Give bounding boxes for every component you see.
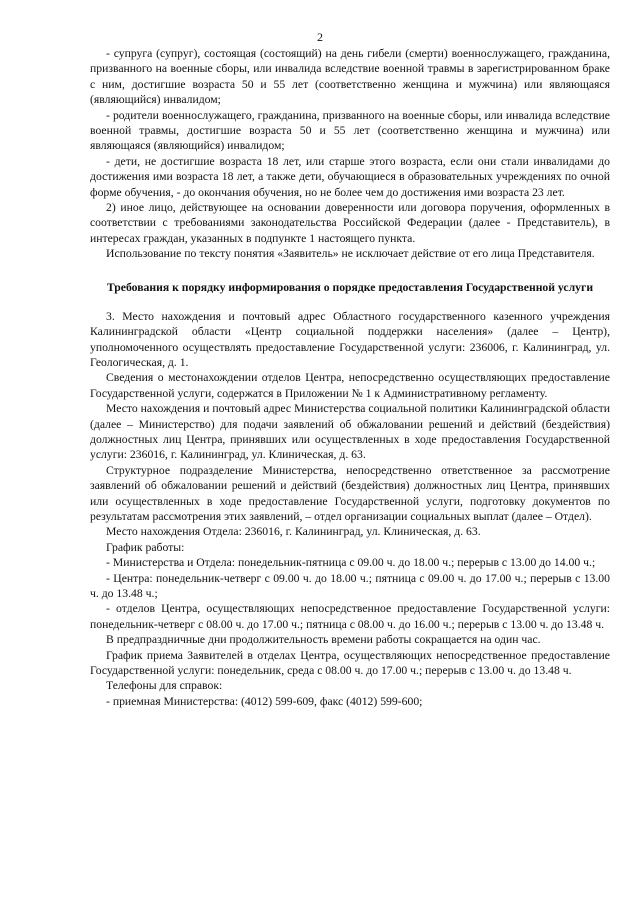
paragraph-representative: 2) иное лицо, действующее на основании доверенности или договора поручения, оформленных в соответствии с требованиями законодательства Российской Федерации (далее - Представитель), в интересах граждан, указанных в подпункте 1 настоящего пункта. bbox=[90, 201, 610, 245]
paragraph-children: - дети, не достигшие возраста 18 лет, или старше этого возраста, если они стали инвалидами до достижения ими возраста 18 лет, а также дети, обучающиеся в образовательных учреждениях по очной форме обучения, - до окончания обучения, но не более чем до достижения ими возраста 23 лет. bbox=[90, 154, 610, 199]
paragraph-phones-title: Телефоны для справок: bbox=[106, 679, 223, 693]
section-heading: Требования к порядку информирования о порядке предоставления Государственной услуги bbox=[106, 280, 594, 294]
paragraph-preholiday: В предпраздничные дни продолжительность времени работы сокращается на один час. bbox=[106, 633, 541, 647]
paragraph-structural-unit: Структурное подразделение Министерства, непосредственно ответственное за рассмотрение заявлений об обжаловании решений и действий (бездействия) должностных лиц Центра, принявших или осуществленных в ходе предоставление Государственной услуги, подготовку документов по результатам рассмотрения этих заявлений, – отдел организации социальных выплат (далее – Отдел). bbox=[90, 463, 610, 523]
paragraph-schedule-ministry: - Министерства и Отдела: понедельник-пятница с 09.00 ч. до 18.00 ч.; перерыв с 13.00 до 14.00 ч.; bbox=[106, 556, 596, 570]
document-body bbox=[90, 46, 610, 709]
paragraph-reception-schedule: График приема Заявителей в отделах Центра, осуществляющих непосредственное предоставление Государственной услуги: понедельник, среда с 08.00 ч. до 17.00 ч.; перерыв с 13.00 ч. до 13.48 ч. bbox=[90, 648, 610, 678]
paragraph-spouse: - супруга (супруг), состоящая (состоящий) на день гибели (смерти) военнослужащего, гражданина, призванного на военные сборы, или инвалида вследствие военной травмы в зарегистрированном браке с ним, достигшие возраста 50 и 55 лет (соответственно женщина и мужчина) или являющаяся (являющийся) инвалидом; bbox=[90, 47, 610, 107]
page-number: 2 bbox=[317, 30, 323, 44]
paragraph-phone-ministry: - приемная Министерства: (4012) 599-609, факс (4012) 599-600; bbox=[106, 694, 423, 708]
paragraph-schedule-center: - Центра: понедельник-четверг с 09.00 ч. до 18.00 ч.; пятница с 09.00 ч. до 17.00 ч.; перерыв с 13.00 ч. до 13.48 ч.; bbox=[90, 571, 610, 600]
paragraph-departments-location: Сведения о местонахождении отделов Центра, непосредственно осуществляющих предоставление Государственной услуги, содержатся в Приложении № 1 к Административному регламенту. bbox=[90, 371, 610, 400]
paragraph-center-address: 3. Место нахождения и почтовый адрес Областного государственного казенного учреждения Калининградской области «Центр социальной поддержки населения» (далее – Центр), уполномоченного осуществлять предоставление Государственной услуги: 236006, г. Калининград, ул. Геологическая, д. 1. bbox=[90, 309, 610, 369]
paragraph-applicant-term: Использование по тексту понятия «Заявитель» не исключает действие от его лица Представителя. bbox=[106, 247, 595, 261]
paragraph-parents: - родители военнослужащего, гражданина, призванного на военные сборы, или инвалида вследствие военной травмы, достигшие возраста 50 и 55 лет (соответственно женщина и мужчина) или являющаяся (являющийся) инвалидом; bbox=[90, 108, 610, 153]
paragraph-department-location: Место нахождения Отдела: 236016, г. Калининград, ул. Клиническая, д. 63. bbox=[106, 525, 481, 539]
paragraph-schedule-title: График работы: bbox=[106, 540, 185, 554]
paragraph-ministry-address: Место нахождения и почтовый адрес Министерства социальной политики Калининградской области (далее – Министерство) для подачи заявлений об обжаловании решений и действий (бездействия) должностных лиц Центра, принявших или осуществленных в ходе предоставления Государственной услуги: 236016, г. Калининград, ул. Клиническая, д. 63. bbox=[90, 402, 610, 462]
paragraph-schedule-departments: - отделов Центра, осуществляющих непосредственное предоставление Государственной услуги: понедельник-четверг с 08.00 ч. до 17.00 ч.; пятница с 08.00 ч. до 16.00 ч.; перерыв с 13.00 ч. до 13.48 ч. bbox=[90, 602, 610, 631]
